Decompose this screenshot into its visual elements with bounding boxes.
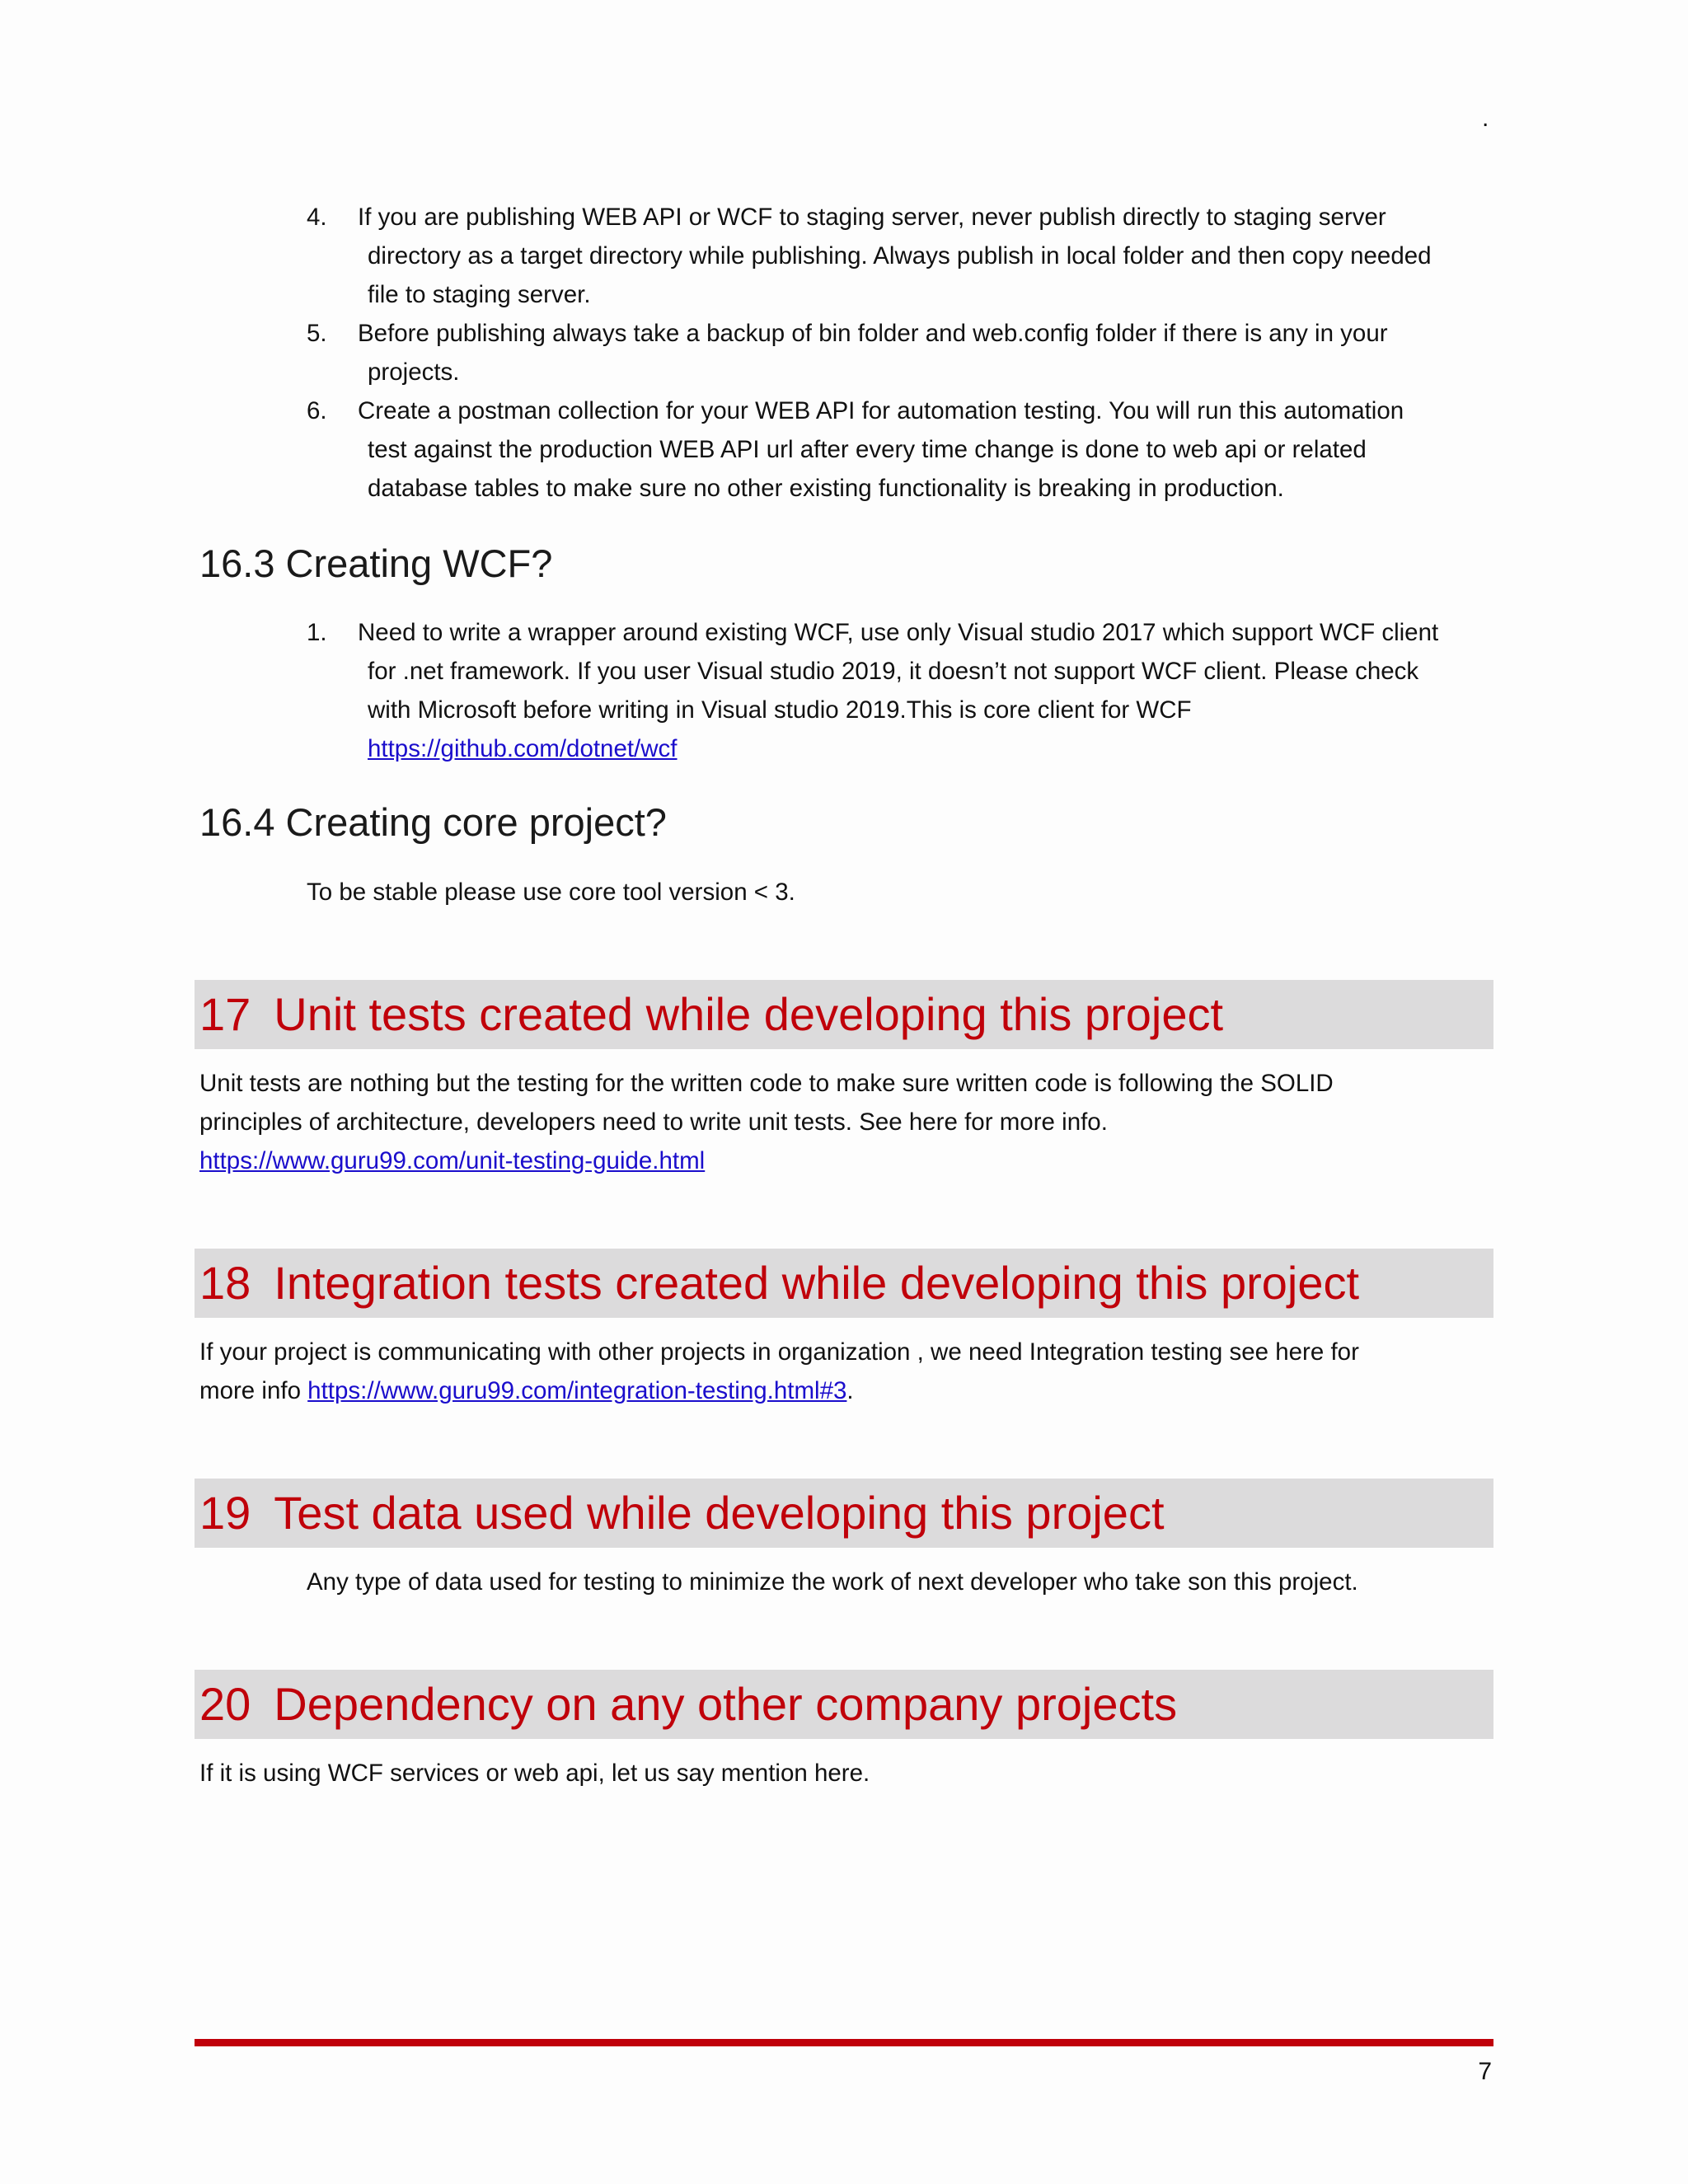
list-item bbox=[307, 198, 1493, 314]
section-19-header bbox=[195, 1479, 1493, 1548]
publishing-steps-list bbox=[307, 198, 1493, 508]
list-item-line: If you are publishing WEB API or WCF to staging server, never publish directly to staging server bbox=[358, 204, 1386, 231]
list-item bbox=[307, 314, 1493, 391]
paragraph-line: If your project is communicating with other projects in organization , we need Integration testing see here for bbox=[199, 1338, 1359, 1366]
dependency-paragraph: If it is using WCF services or web api, let us say mention here. bbox=[199, 1760, 870, 1787]
section-18-header bbox=[195, 1249, 1493, 1318]
header-mark: . bbox=[1482, 105, 1489, 132]
section-title-text: Unit tests created while developing this project bbox=[274, 988, 1224, 1040]
section-title-text: Test data used while developing this project bbox=[274, 1487, 1165, 1539]
list-item bbox=[307, 613, 1493, 768]
list-item-line: projects. bbox=[368, 359, 460, 386]
subheading-creating-wcf: 16.3 Creating WCF? bbox=[199, 541, 553, 585]
list-item-number: 1. bbox=[307, 619, 327, 646]
section-title bbox=[199, 1479, 1165, 1548]
section-number: 19 bbox=[199, 1487, 251, 1539]
integration-testing-link[interactable]: https://www.guru99.com/integration-testing.html#3 bbox=[307, 1377, 847, 1404]
core-version-note: To be stable please use core tool version < 3. bbox=[307, 879, 795, 906]
footer-rule bbox=[195, 2039, 1493, 2046]
unit-testing-guide-link[interactable]: https://www.guru99.com/unit-testing-guide.html bbox=[199, 1147, 706, 1174]
paragraph-line: principles of architecture, developers need to write unit tests. See here for more info. bbox=[199, 1108, 1108, 1136]
list-item-line: test against the production WEB API url after every time change is done to web api or related bbox=[368, 436, 1367, 463]
list-item-line: directory as a target directory while publishing. Always publish in local folder and then copy needed bbox=[368, 242, 1432, 269]
section-title-text: Dependency on any other company projects bbox=[274, 1678, 1178, 1730]
section-title-text: Integration tests created while developing this project bbox=[274, 1257, 1360, 1309]
section-number: 20 bbox=[199, 1678, 251, 1730]
list-item-line: Before publishing always take a backup of bin folder and web.config folder if there is any in your bbox=[358, 320, 1388, 347]
list-item-number: 4. bbox=[307, 204, 327, 231]
section-number: 18 bbox=[199, 1257, 251, 1309]
section-title bbox=[199, 1249, 1359, 1318]
wcf-github-link[interactable]: https://github.com/dotnet/wcf bbox=[368, 735, 678, 762]
list-item-line: file to staging server. bbox=[368, 281, 591, 308]
section-title bbox=[199, 1670, 1177, 1739]
list-item-line: for .net framework. If you user Visual studio 2019, it doesn’t not support WCF client. Please check bbox=[368, 658, 1419, 685]
unit-tests-paragraph bbox=[199, 1064, 1493, 1180]
list-item-number: 5. bbox=[307, 320, 327, 347]
test-data-paragraph: Any type of data used for testing to minimize the work of next developer who take son this project. bbox=[307, 1568, 1358, 1596]
list-item-line: Create a postman collection for your WEB API for automation testing. You will run this automation bbox=[358, 397, 1404, 424]
section-title bbox=[199, 980, 1223, 1049]
integration-tests-paragraph bbox=[199, 1333, 1493, 1410]
list-item-line: database tables to make sure no other existing functionality is breaking in production. bbox=[368, 475, 1284, 502]
paragraph-text: more info bbox=[199, 1377, 308, 1404]
subheading-creating-core-project: 16.4 Creating core project? bbox=[199, 800, 667, 844]
page-number: 7 bbox=[1478, 2058, 1492, 2085]
paragraph-text: . bbox=[846, 1377, 854, 1404]
paragraph-line: Unit tests are nothing but the testing for the written code to make sure written code is following the SOLID bbox=[199, 1070, 1334, 1097]
list-item bbox=[307, 391, 1493, 508]
section-20-header bbox=[195, 1670, 1493, 1739]
list-item-line: with Microsoft before writing in Visual studio 2019.This is core client for WCF bbox=[368, 696, 1192, 724]
section-number: 17 bbox=[199, 988, 251, 1040]
list-item-line: Need to write a wrapper around existing WCF, use only Visual studio 2017 which support WCF client bbox=[358, 619, 1439, 646]
section-17-header bbox=[195, 980, 1493, 1049]
list-item-number: 6. bbox=[307, 397, 327, 424]
wcf-list bbox=[307, 613, 1493, 768]
